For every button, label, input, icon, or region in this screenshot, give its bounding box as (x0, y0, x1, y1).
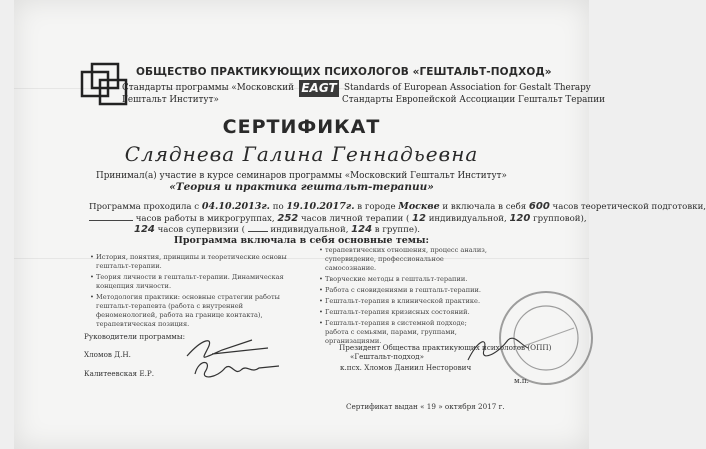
standards-line-right-2: Стандарты Европейской Ассоциации Гештальт Терапии (342, 95, 605, 105)
round-stamp-icon (496, 288, 596, 388)
leaders-label: Руководители программы: (84, 332, 186, 341)
supervision-hours: 124 (134, 224, 155, 235)
details-line-1: Программа проходила с 04.10.2013г. по 19.10.2017г. в городе Москве и включала в себя 600 часов теоретической подготовки, (89, 201, 706, 212)
theory-hours: 600 (528, 201, 550, 212)
city: Москве (398, 201, 440, 212)
organization-name: ОБЩЕСТВО ПРАКТИКУЮЩИХ ПСИХОЛОГОВ «ГЕШТАЛЬТ-ПОДХОД» (136, 66, 552, 78)
participation-text: Принимал(а) участие в курсе семинаров программы «Московский Гештальт Институт» (96, 171, 507, 181)
standards-line-left-2: Гештальт Институт» (122, 95, 219, 105)
microgroup-hours: 252 (277, 213, 299, 224)
eagt-logo: EAGT (299, 80, 339, 97)
details-line-3: 124 часов супервизии ( индивидуальной, 124 в группе). (134, 224, 421, 235)
president-line-3: к.псх. Хломов Даниил Несторович (340, 363, 472, 372)
recipient-name: Сляднева Галина Геннадьевна (124, 142, 479, 166)
issued-date: Сертификат выдан « 19 » октября 2017 г. (346, 402, 505, 411)
standards-line-left-1: Стандарты программы «Московский (122, 83, 294, 93)
program-topic: • терапевтических отношения, процесс анализ, супервидение, профессиональное самосознание. (319, 246, 489, 273)
program-topic: • Творческие методы в гештальт-терапии. (319, 275, 489, 284)
certificate-title: СЕРТИФИКАТ (222, 116, 381, 138)
program-topic: • История, понятия, принципы и теоретические основы гештальт-терапии. (90, 253, 304, 271)
president-line-2: «Гештальт-подход» (350, 352, 424, 361)
signature-2-icon (189, 356, 284, 384)
personal-individual-hours: 12 (412, 213, 426, 224)
supervision-group-hours: 124 (351, 224, 373, 235)
details-line-2: часов работы в микрогруппах, 252 часов личной терапии ( 12 индивидуальной, 120 групповой), (89, 212, 587, 224)
stamp-place-label: м.п. (514, 376, 529, 385)
certificate-page (14, 0, 706, 449)
program-topic: • Гештальт-терапия в системной подходе; работа с семьями, парами, группами, организациями. (319, 319, 489, 346)
program-topics-title: Программа включала в себя основные темы: (173, 235, 430, 246)
program-topics-left (90, 253, 304, 331)
personal-group-hours: 120 (509, 213, 531, 224)
program-topic: • Теория личности в гештальт-терапии. Динамическая концепция личности. (90, 273, 304, 291)
standards-line-right-1: Standards of European Association for Gestalt Therapy (344, 83, 591, 93)
date-to: 19.10.2017г. (286, 201, 355, 212)
program-topic: • Работа с сновидениями в гештальт-терапии. (319, 286, 489, 295)
logo-squares-icon (80, 62, 128, 108)
program-topic: • Гештальт-терапия кризисных состояний. (319, 308, 489, 317)
course-title: «Теория и практика гештальт-терапии» (169, 181, 434, 193)
program-topic: • Методология практики: основные стратегии работы гештальт-терапевта (работа с внутренней феноменологией, работа на границе контакта), терапевтическая позиция. (90, 293, 304, 329)
date-from: 04.10.2013г. (201, 201, 270, 212)
leader-2-name: Калитеевская Е.Р. (84, 369, 155, 378)
program-topic: • Гештальт-терапия в клинической практике. (319, 297, 489, 306)
leader-1-name: Хломов Д.Н. (84, 350, 131, 359)
president-line-1: Президент Общества практикующих психологов (ОПП) (339, 343, 552, 352)
